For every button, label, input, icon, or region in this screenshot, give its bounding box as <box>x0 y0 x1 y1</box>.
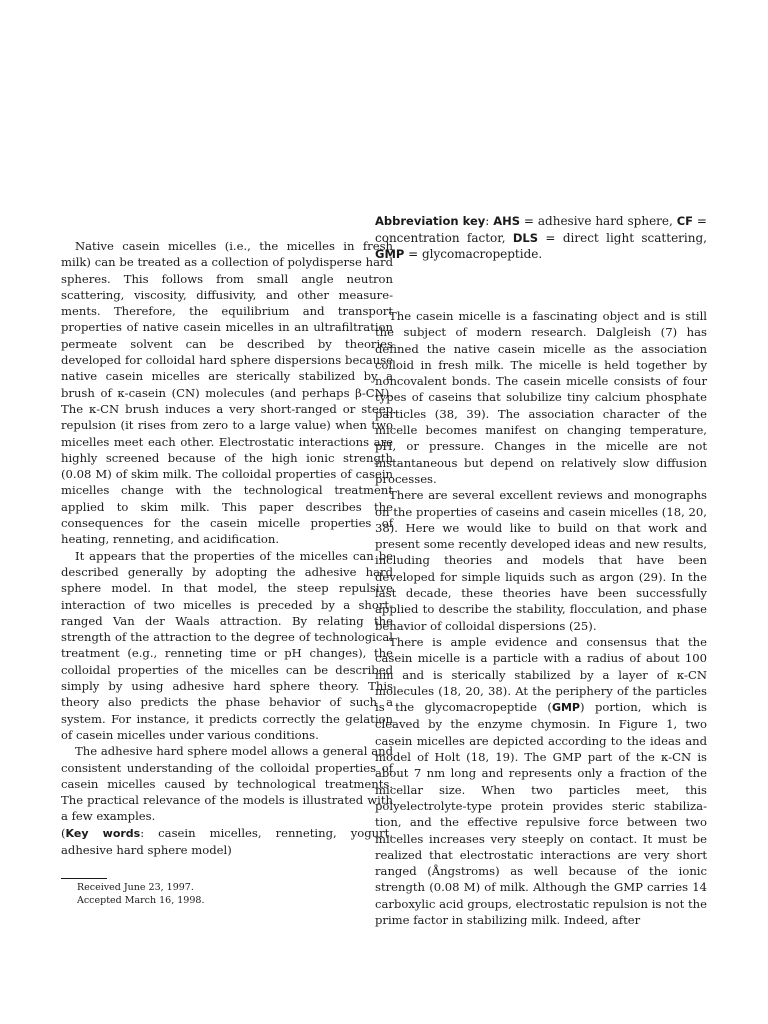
abbr-definition: concentration factor <box>375 230 502 245</box>
abbreviation-key-label: Abbreviation key <box>375 214 486 228</box>
body-paragraph: The casein micelle is a fascinating object and is still the subject of modern research. Dalgleish (7) has defined the native casein micelle as the association colloid in fresh milk. The micelle is held together by noncovalent bonds. The casein micelle consists of four types of caseins that solubilize tiny calcium phosphate particles (38, 39). The association character of the micelle becomes manifest on changing temperature, pH, or pressure. Changes in the micelle are not instantaneous but depend on relatively slow diffusion processes. <box>375 309 707 486</box>
key-words-label: Key words <box>65 826 141 840</box>
abbr-term: CF <box>676 214 694 228</box>
abbr-definition: direct light scattering <box>562 230 704 245</box>
abbr-definition: glycomacropeptide <box>422 247 539 261</box>
abbr-term: GMP <box>375 247 405 261</box>
footnotes <box>77 882 204 907</box>
abstract-paragraph: Native casein micelles (i.e., the micelles in fresh milk) can be treated as a collection of polydisperse hard spheres. This follows from small angle neutron scattering, viscosity, diffusivity, and other measurements. Therefore, the equilibrium and transport properties of native casein micelles in an ultrafiltration permeate solvent can be described by theories developed for colloidal hard sphere dispersions because native casein micelles are sterically stabilized by a brush of κ-casein (CN) molecules (and perhaps β-CN). The κ-CN brush induces a very short-ranged or steep repulsion (it rises from zero to a large value) when two micelles meet each other. Electrostatic interactions are highly screened because of the high ionic strength (0.08 M) of skim milk. The colloidal properties of casein micelles change with the technological treatment applied to skim milk. This paper describes the consequences for the casein micelle properties of heating, renneting, and acidification. <box>61 239 393 547</box>
abstract-paragraph: It appears that the properties of the micelles can be described generally by adopting the adhesive hard sphere model. In that model, the steep repulsive interaction of two micelles is preceded by a short-ranged Van der Waals attraction. By relating the strength of the attraction to the degree of technological treatment (e.g., renneting time or pH changes), the colloidal properties of the micelles can be described simply by using adhesive hard sphere theory. This theory also predicts the phase behavior of such a system. For instance, it predicts correctly the gelation of casein micelles under various conditions. <box>61 548 393 742</box>
abstract-paragraph: The adhesive hard sphere model allows a general and consistent understanding of the colloidal properties of casein micelles caused by technological treatments. The practical relevance of the models is illustrated with a few examples. <box>61 744 393 824</box>
abbr-term: DLS <box>512 230 539 245</box>
body-text: There is ample evidence and consensus that the casein micelle is a particle with a radius of about 100 nm and is sterically stabilized by a layer of κ-CN molecules (18, 20, 38). At the periphery of the particles is the glycomacropeptide ( <box>375 634 707 715</box>
body-text: ) portion, which is cleaved by the enzyme chymosin. In Figure 1, two casein micelles are depicted according to the ideas and model of Holt (18, 19). The GMP part of the κ-CN is about 7 nm long and represents only a fraction of the micellar size. When two particles meet, this polyelectrolyte-type protein provides steric stabilization, and the effective repulsive force between two micelles increases very steeply on contact. It must be realized that electrostatic interactions are very short ranged (Ångstroms) as well because of the ionic strength (0.08 M) of milk. Although the GMP carries 14 carboxylic acid groups, electrostatic repulsion is not the prime factor in stabilizing milk. Indeed, after <box>375 700 707 927</box>
abbr-definition: adhesive hard sphere <box>537 214 670 228</box>
key-words-list: casein micelles, renneting, yogurt, adhesive hard sphere model <box>61 825 394 857</box>
accepted-date: Accepted March 16, 1998. <box>77 894 205 906</box>
received-date: Received June 23, 1997. <box>77 882 194 893</box>
footnote-divider <box>61 878 107 879</box>
abbr-term: AHS <box>493 214 521 228</box>
body-paragraph: There are several excellent reviews and monographs on the properties of caseins and casein micelles (18, 20, 38). Here we would like to build on that work and present some recently developed ideas and new results, including theories and models that have been developed for simple liquids such as argon (29). In the last decade, these theories have been successfully applied to describe the stability, flocculation, and phase behavior of colloidal dispersions (25). <box>375 488 707 633</box>
abstract-column <box>61 238 393 858</box>
gmp-abbreviation: GMP <box>551 701 580 715</box>
abbreviation-key: Abbreviation key: AHS = adhesive hard sphere, CF = concentration factor, DLS = direct light scattering, GMP = glycomacropeptide. <box>375 214 707 261</box>
body-paragraph <box>375 634 707 928</box>
key-words: (Key words: casein micelles, renneting, yogurt, adhesive hard sphere model) <box>61 825 394 857</box>
body-column <box>375 308 707 928</box>
